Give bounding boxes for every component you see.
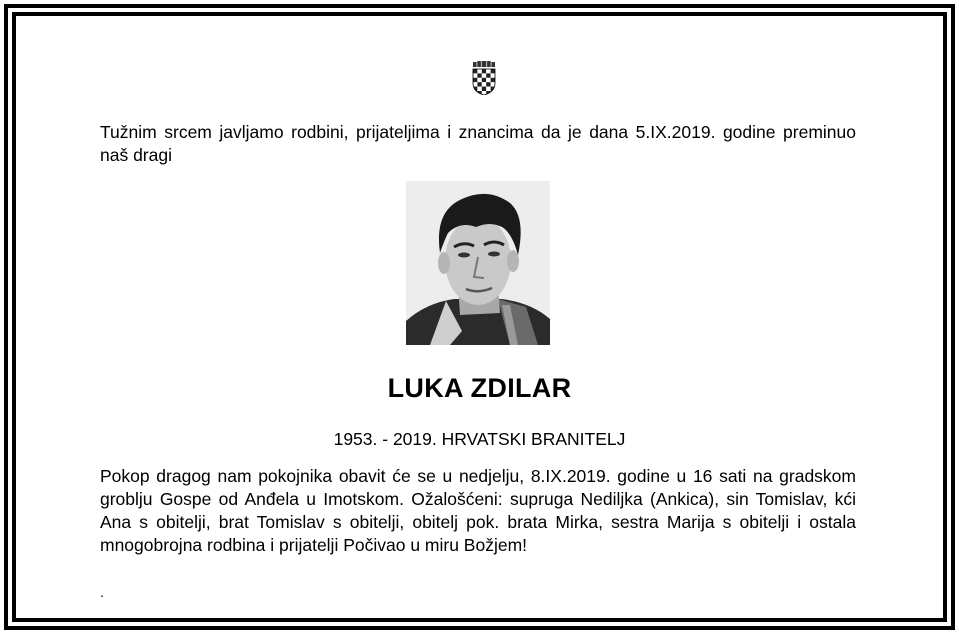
life-dates: 1953. - 2019. HRVATSKI BRANITELJ (333, 429, 626, 449)
announcement-intro: Tužnim srcem javljamo rodbini, prijateljima i znancima da je dana 5.IX.2019. godine preminuo naš dragi (100, 122, 856, 165)
portrait-photo (406, 181, 550, 345)
deceased-name: LUKA ZDILAR (387, 373, 572, 403)
portrait-illustration (406, 181, 550, 345)
funeral-details: Pokop dragog nam pokojnika obavit će se u nedjelju, 8.IX.2019. godine u 16 sati na gradskom groblju Gospe od Anđela u Imotskom. Ožalošćeni: supruga Nediljka (Ankica), sin Tomislav, kći Ana s obitelji, brat Tomislav s obitelji, obitelj pok. brata Mirka, sestra Marija s obitelji i ostala mnogobrojna rodbina i prijatelji Počivao u miru Božjem! (100, 466, 856, 555)
coat-of-arms-icon (472, 61, 496, 95)
trailing-mark: . (100, 584, 104, 600)
